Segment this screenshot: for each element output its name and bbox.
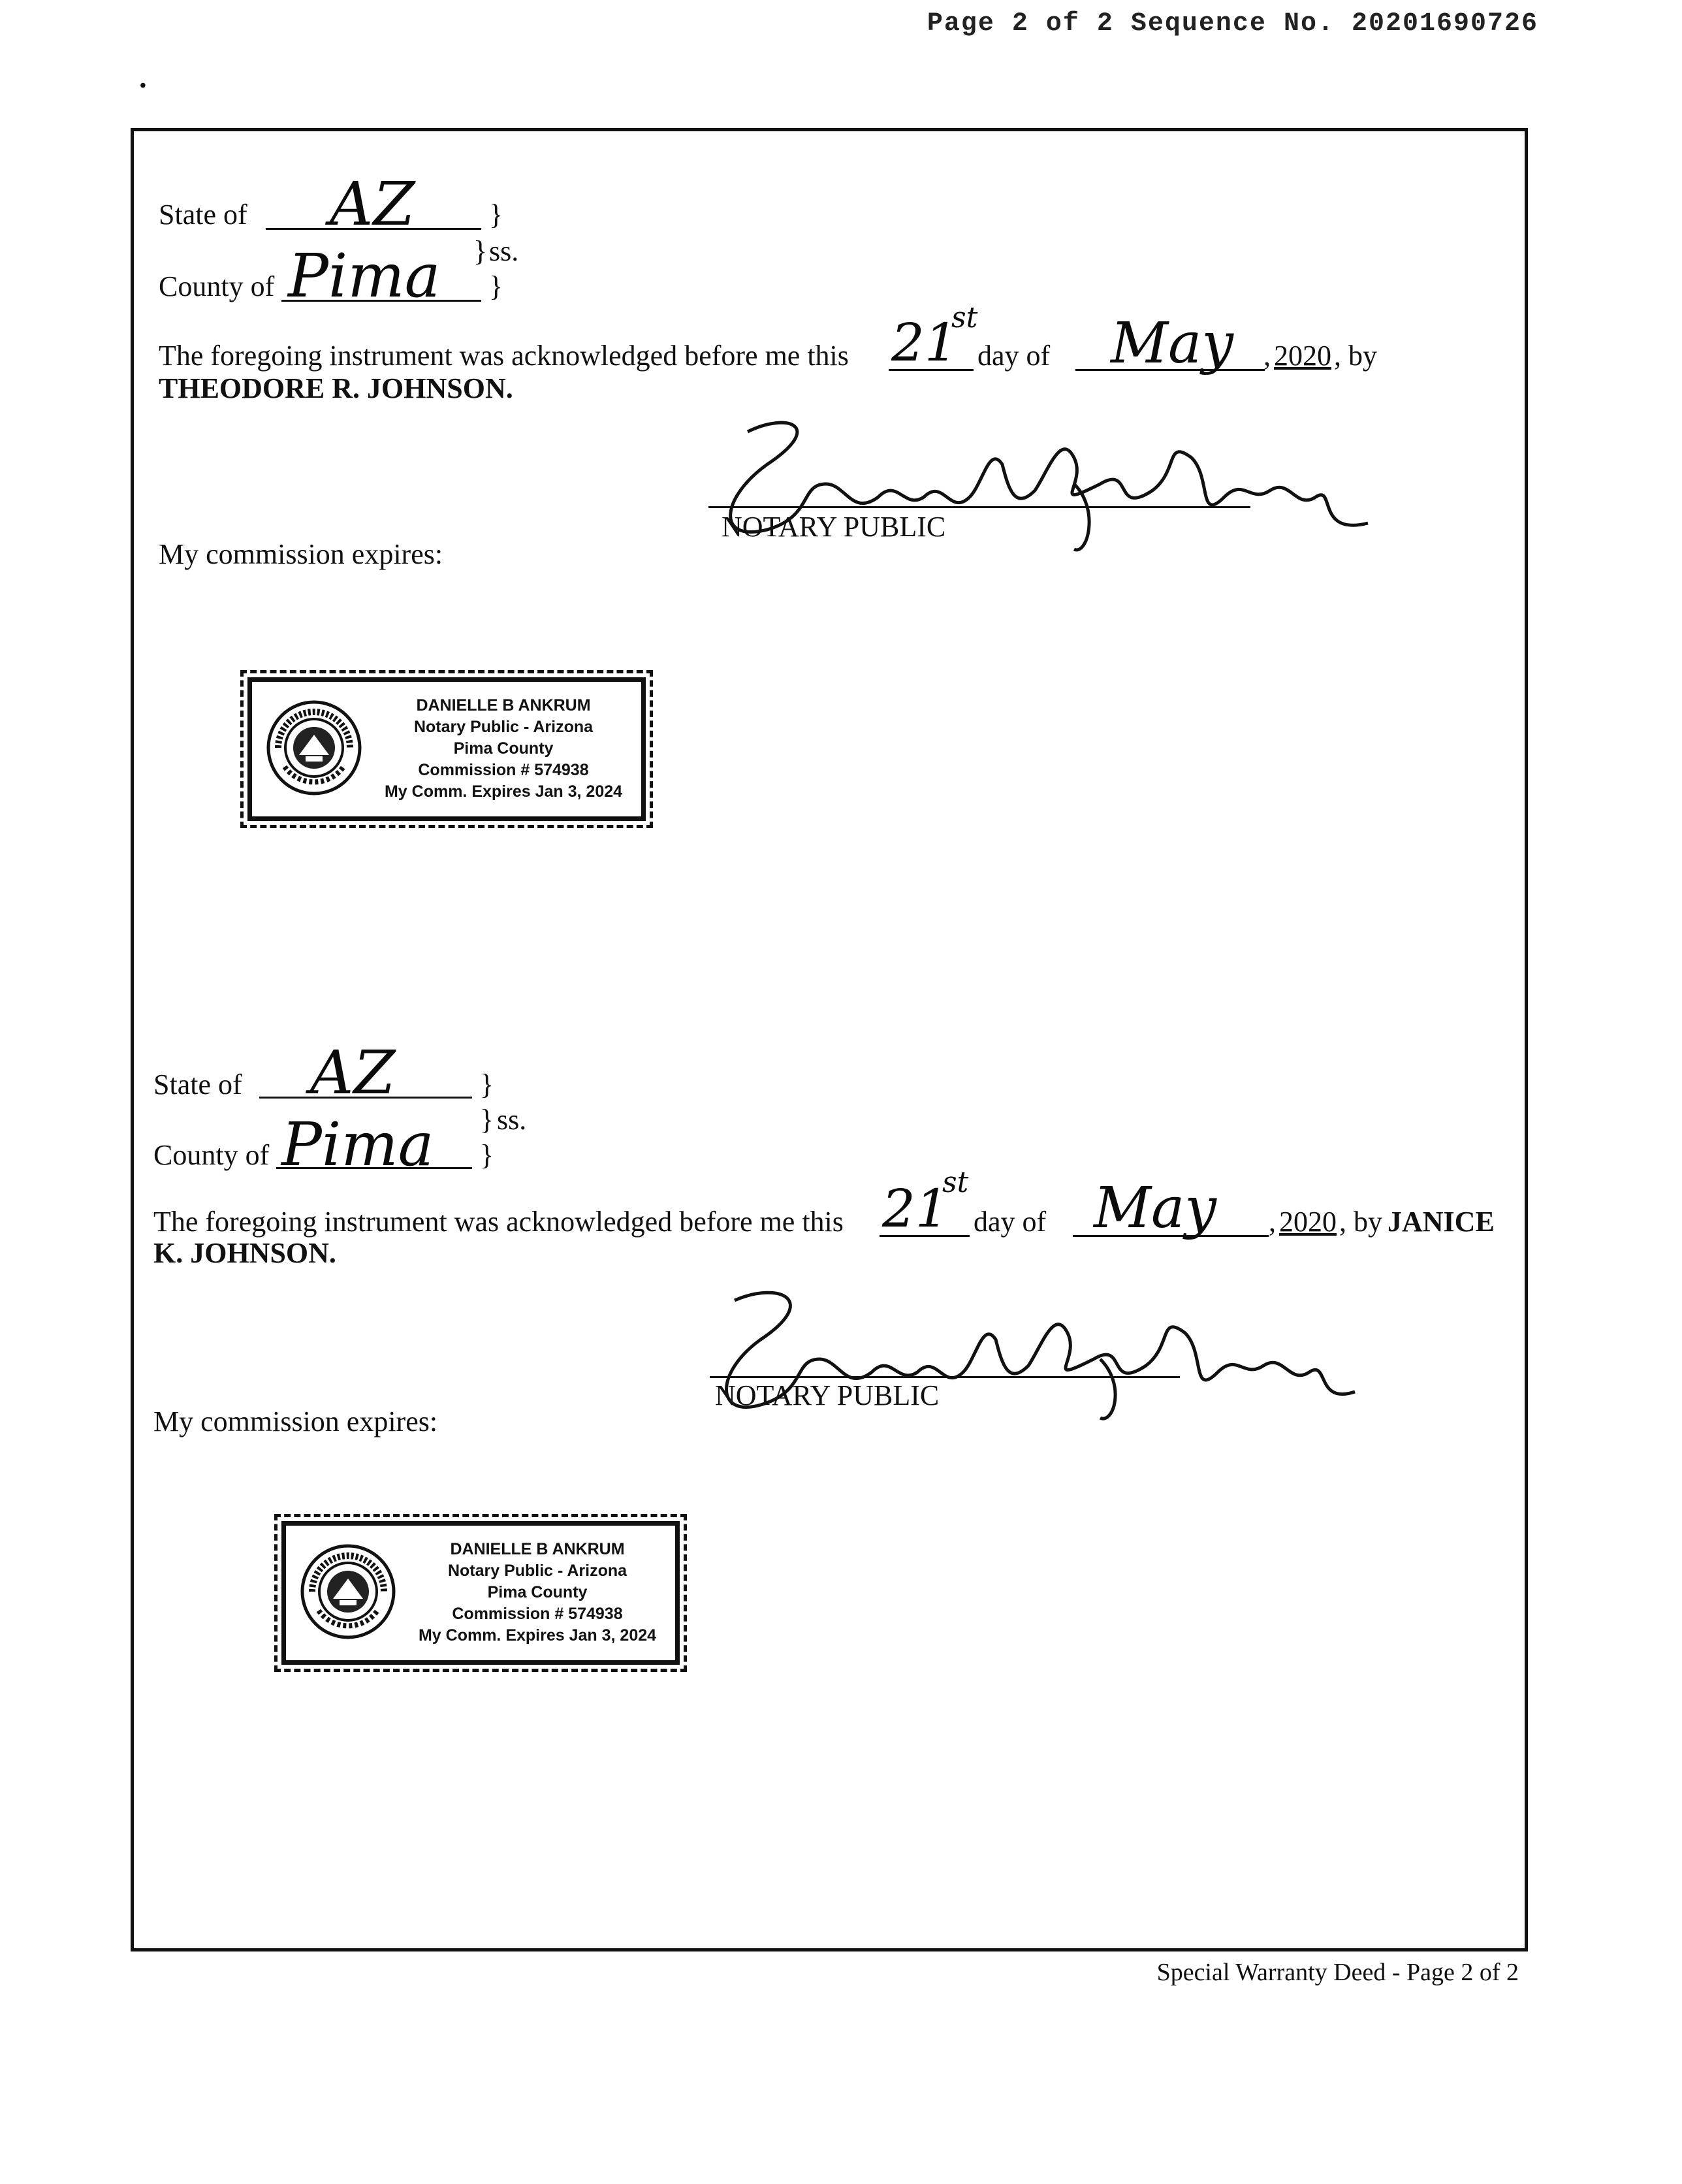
stamp-county: Pima County <box>453 739 554 758</box>
state-handwritten-value: AZ <box>330 169 415 239</box>
acknowledgment-sentence: The foregoing instrument was acknowledged before me this <box>153 1206 844 1238</box>
notary-public-label: NOTARY PUBLIC <box>715 1379 940 1411</box>
county-handwritten-value: Pima <box>288 241 441 311</box>
notary-signature-2 <box>708 1281 1361 1431</box>
party-name: THEODORE R. JOHNSON. <box>159 372 513 404</box>
state-label: State of <box>159 199 247 231</box>
page-footer: Special Warranty Deed - Page 2 of 2 <box>1156 1959 1519 1986</box>
day-handwritten-value: 21 <box>882 1178 949 1239</box>
notary-stamp-2 <box>281 1521 680 1665</box>
year-comma: , <box>1269 1206 1276 1238</box>
party-name: K. JOHNSON. <box>153 1237 336 1269</box>
stamp-expiration: My Comm. Expires Jan 3, 2024 <box>418 1626 657 1645</box>
arizona-seal-icon <box>299 1543 397 1641</box>
stamp-text-block <box>376 695 631 803</box>
notary-stamp-1 <box>247 677 646 821</box>
state-brace: } <box>489 199 503 231</box>
stamp-notary-title: Notary Public - Arizona <box>447 1562 627 1580</box>
stamp-county: Pima County <box>487 1583 588 1601</box>
page-header: Page 2 of 2 Sequence No. 20201690726 <box>927 9 1538 39</box>
day-of-label: day of <box>974 1206 1047 1238</box>
notary-public-label: NOTARY PUBLIC <box>722 511 946 543</box>
stray-mark: • <box>140 76 146 96</box>
year-value: 2020 <box>1274 340 1331 372</box>
ss-brace: } <box>480 1104 494 1136</box>
state-brace: } <box>480 1068 494 1100</box>
day-suffix-handwritten: st <box>951 301 978 334</box>
notary-signature-1 <box>708 406 1374 562</box>
month-handwritten-value: May <box>1094 1176 1216 1241</box>
acknowledgment-sentence: The foregoing instrument was acknowledged before me this <box>159 340 849 372</box>
commission-expires-label: My commission expires: <box>159 538 443 570</box>
day-handwritten-value: 21 <box>891 312 958 373</box>
month-handwritten-value: May <box>1111 311 1233 376</box>
county-brace: } <box>489 270 503 302</box>
day-suffix-handwritten: st <box>942 1166 969 1199</box>
county-handwritten-value: Pima <box>281 1110 434 1180</box>
state-handwritten-value: AZ <box>310 1038 396 1108</box>
county-label: County of <box>153 1139 270 1171</box>
year-value: 2020 <box>1279 1206 1337 1238</box>
stamp-commission-number: Commission # 574938 <box>452 1605 623 1623</box>
year-comma: , <box>1263 340 1271 372</box>
by-label: , by <box>1334 340 1377 372</box>
document-frame <box>131 128 1528 1951</box>
ss-label: ss. <box>497 1104 527 1136</box>
day-of-label: day of <box>977 340 1051 372</box>
by-label: , by <box>1339 1206 1382 1238</box>
state-label: State of <box>153 1068 242 1100</box>
party-name-lead: JANICE <box>1388 1206 1495 1238</box>
county-label: County of <box>159 270 275 302</box>
ss-label: ss. <box>489 235 519 267</box>
arizona-seal-icon <box>265 699 363 797</box>
stamp-notary-name: DANIELLE B ANKRUM <box>450 1540 625 1558</box>
county-brace: } <box>480 1139 494 1171</box>
stamp-commission-number: Commission # 574938 <box>418 761 589 779</box>
commission-expires-label: My commission expires: <box>153 1405 438 1437</box>
stamp-text-block <box>410 1539 665 1646</box>
stamp-notary-title: Notary Public - Arizona <box>413 718 594 736</box>
ss-brace: } <box>473 235 488 267</box>
stamp-expiration: My Comm. Expires Jan 3, 2024 <box>384 782 623 801</box>
stamp-notary-name: DANIELLE B ANKRUM <box>416 696 591 715</box>
